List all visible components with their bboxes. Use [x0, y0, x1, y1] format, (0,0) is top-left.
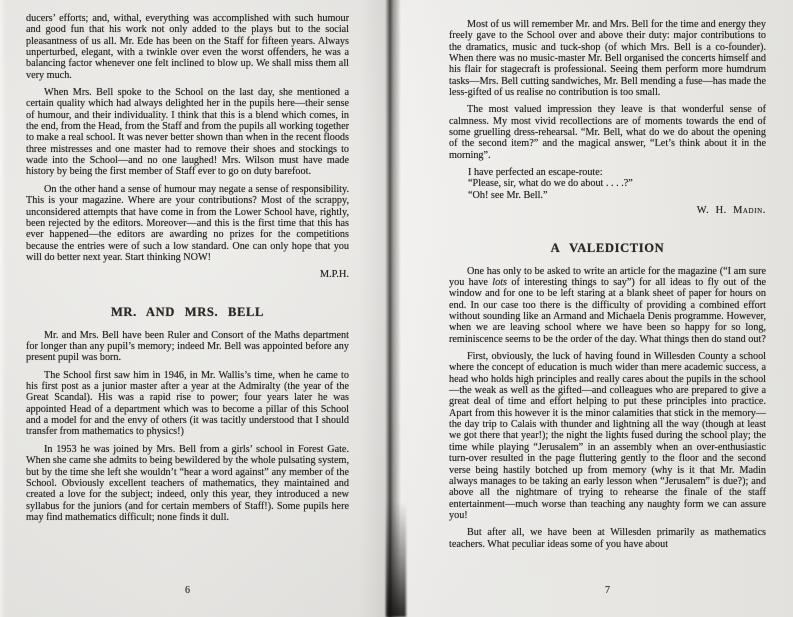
article-heading-valediction: A VALEDICTION: [550, 240, 665, 255]
paragraph: ducers’ efforts; and, withal, everything was accomplished with such humour and good fun that his work not only added to the plays but to the social pleasantness of us all. Mr. Ede has been on the Staff for fifteen years. Always unperturbed, elegant, with a twinkle over even the worst offenders, he was a balancing factor whenever one felt inclined to blow up. We shall miss them all very much.: [26, 13, 349, 81]
page-number-left: 6: [185, 585, 190, 596]
paragraph: Most of us will remember Mr. and Mrs. Bell for the time and energy they freely gave to the School over and above their duty: major contributions to the dramatics, music and tuck-shop (of which Mrs. Bell is a co-founder). When there was no music-master Mr. Bell organised the concerts himself and his flair for stagecraft is professional. Seeing them perform more humdrum tasks—Mrs. Bell cutting sandwiches, Mr. Bell mending a fuse—has made the less-gifted of us realise no contribution is too small.: [449, 19, 766, 99]
quote-line: “Oh! see Mr. Bell.”: [468, 189, 548, 201]
paragraph: The most valued impression they leave is that wonderful sense of calmness. My most vivid recollections are of moments towards the end of some gruelling dress-rehearsal. “Mr. Bell, what do we do about the opening of the second item?” and the magical answer, “Let’s think about it in the morning”.: [449, 104, 766, 161]
paragraph: The School first saw him in 1946, in Mr. Wallis’s time, when he came to his first post as a junior master after a year at the Admiralty (the year of the Great Scandal). His was a rapid rise to power; four years later he was appointed Head of a department which was to become a pillar of this School and a model for and the envy of others (it was tacitly understood that I should transfer from mathematics to physics!): [26, 369, 349, 438]
quote-line: I have perfected an escape-route:: [468, 167, 603, 179]
paragraph: In 1953 he was joined by Mrs. Bell from a girls’ school in Forest Gate. When she came she admits to being bewildered by the whole pulsating system, but by the time she left she wouldn’t “hear a word against” any member of the School. Obviously excellent teachers of mathematics, they maintained and created a love for the subject; indeed, only this year, they introduced a new syllabus for the juniors (and for certain members of Staff!). Some pupils here may find mathematics difficult; none finds it dull.: [26, 443, 349, 523]
paragraph: On the other hand a sense of humour may negate a sense of responsibility. This is your magazine. Where are your contributions? Most of the scrappy, unconsidered attempts that have come in from the Lower School have, rightly, been rejected by the editors. Moreover—and this is the first time that this has ever happened—the editors are awarding no prizes for the competitions because the entries were of such a low standard. One can only hope that you will do better next year. Start thinking NOW!: [26, 183, 349, 263]
paragraph: [449, 266, 766, 345]
signature-mph: M.P.H.: [319, 269, 349, 281]
quote-block: [468, 167, 766, 201]
article-heading-bell: MR. AND MRS. BELL: [110, 304, 265, 319]
paragraph: When Mrs. Bell spoke to the School on the last day, she mentioned a certain quality which had always delighted her in the pupils here—their sense of humour, and their individuality. I think that this is a blend which comes, in the end, from the Head, from the Staff and from the pupils all working together to make a real school. It was never better shown than when in the recent floods three mistresses and one master had to remove their shoes and stockings to wade into the School—and no one laughed! Mrs. Wilson must have made history by being the first member of Staff ever to go on duty barefoot.: [26, 87, 349, 178]
left-page: [26, 13, 349, 523]
paragraph: First, obviously, the luck of having found in Willesden County a school where the concept of education is much wider than mere academic success, a head who holds high principles and really cares about the pupils in the school—the weak as well as the gifted—and colleagues who are prepared to give a great deal of time and effort helping to put these principles into practice. Apart from this however it is the minor calamities that stick in the memory—the day trip to Calais with thunder and lightning all the way (though at least we got there that year!); the night the lights fused during the school play; the time while playing “Jerusalem” in an assembly when an over-enthusiastic turn-over resulted in the page fluttering gently to the floor and the second verse being hastily botched up from memory (why is it that Mr. Madin always manages to be taking an early lesson when “Jerusalem” is due?); and above all the nightmare of trying to rehearse the finale of the staff entertainment—much worse than teaching any naughty form we can assure you!: [449, 351, 766, 521]
paragraph: Mr. and Mrs. Bell have been Ruler and Consort of the Maths department for longer than any pupil’s memory; indeed Mr. Bell was appointed before any present pupil was born.: [26, 329, 349, 364]
right-page: [449, 19, 766, 550]
quote-line: “Please, sir, what do we do about . . . .?”: [468, 178, 633, 190]
paragraph-text: of interesting things to say”) for all ideas to fly out of the window and for one to be left staring at a blank sheet of paper for hours on end. In our case too there is the difficulty of providing a combined effort without sounding like an Armand and Michaela Denis programme. However, when we are leaving school where we have been so happy for so long, reminiscence seems to be the order of the day. What things then do stand out?: [449, 277, 766, 345]
paragraph-text: One has only to be asked to write an article for the magazine (“I am sure you have: [449, 265, 766, 288]
italic-word: lots: [492, 277, 508, 288]
signature-madin: W. H. Madin.: [696, 205, 766, 217]
paragraph: But after all, we have been at Willesden primarily as mathematics teachers. What peculiar ideas some of you have about: [449, 527, 766, 550]
page-number-right: 7: [605, 585, 610, 596]
gutter-fold-shadow: [386, 502, 406, 617]
